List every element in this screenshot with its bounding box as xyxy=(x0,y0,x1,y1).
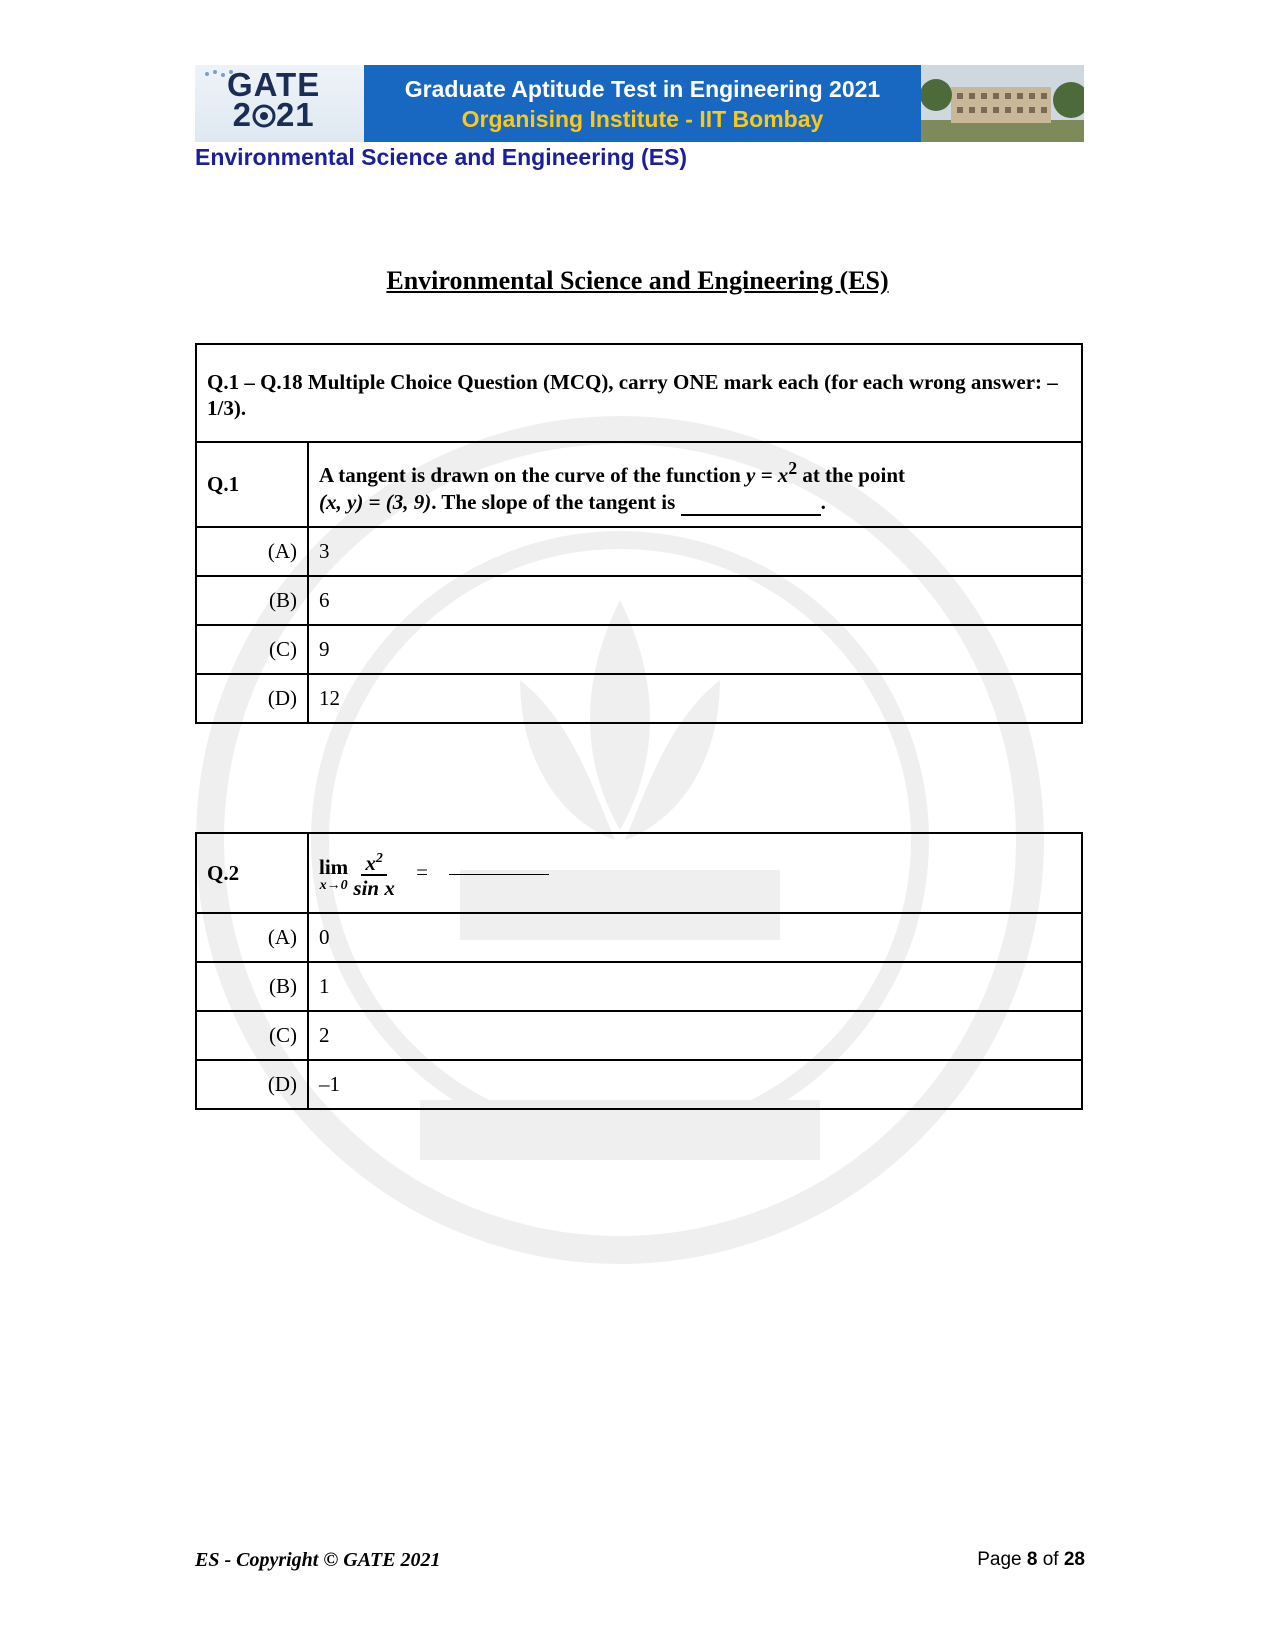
q1-text-part: at the point xyxy=(797,463,905,487)
option-label: (A) xyxy=(196,913,308,962)
option-value: –1 xyxy=(308,1060,1082,1109)
q2-option-d[interactable] xyxy=(196,1060,1082,1109)
banner-title xyxy=(364,65,921,142)
mcq-instructions: Q.1 – Q.18 Multiple Choice Question (MCQ), carry ONE mark each (for each wrong answer: – 1/3). xyxy=(196,344,1082,442)
q2-option-a[interactable] xyxy=(196,913,1082,962)
option-label: (B) xyxy=(196,962,308,1011)
q2-option-c[interactable] xyxy=(196,1011,1082,1060)
q1-option-b[interactable] xyxy=(196,576,1082,625)
q2-option-b[interactable] xyxy=(196,962,1082,1011)
iit-campus-photo xyxy=(921,65,1084,142)
page-prefix: Page xyxy=(977,1549,1027,1570)
q1-option-d[interactable] xyxy=(196,674,1082,723)
logo-line1: GATE xyxy=(227,66,321,103)
option-value: 0 xyxy=(308,913,1082,962)
q1-period: . xyxy=(820,490,826,514)
footer-copyright: ES - Copyright © GATE 2021 xyxy=(195,1549,441,1571)
q1-text-part: . The slope of the tangent is xyxy=(431,490,681,514)
page-current: 8 xyxy=(1026,1549,1038,1570)
banner-line1: Graduate Aptitude Test in Engineering 2021 xyxy=(404,75,881,102)
answer-blank xyxy=(681,494,821,516)
banner-line2: Organising Institute - IIT Bombay xyxy=(461,105,824,132)
numerator-var: x xyxy=(365,851,376,875)
q1-point: (x, y) = (3, 9) xyxy=(319,490,432,514)
lim-subscript: x→0 xyxy=(319,878,348,893)
gate-logo xyxy=(195,65,364,142)
section-title xyxy=(0,266,1275,296)
gate-banner xyxy=(195,65,1084,142)
q2-label: Q.2 xyxy=(196,833,308,913)
logo-line2 xyxy=(227,96,320,133)
section-title-text: Environmental Science and Engineering (ES) xyxy=(386,266,889,295)
logo-digit: 2 xyxy=(232,96,252,133)
q2-table xyxy=(195,832,1083,1110)
option-value: 6 xyxy=(308,576,1082,625)
q1-label: Q.1 xyxy=(196,442,308,527)
q2-question xyxy=(308,833,1082,913)
numerator-exponent: 2 xyxy=(375,851,383,866)
option-value: 1 xyxy=(308,962,1082,1011)
footer-page-number xyxy=(977,1549,1085,1571)
option-value: 9 xyxy=(308,625,1082,674)
option-label: (B) xyxy=(196,576,308,625)
q1-option-a[interactable] xyxy=(196,527,1082,576)
option-label: (C) xyxy=(196,625,308,674)
fraction-denominator: sin x xyxy=(353,876,395,900)
gate-logo-text xyxy=(227,66,321,133)
page-of: of xyxy=(1037,1549,1064,1570)
q1-table xyxy=(195,343,1083,724)
lim-text: lim xyxy=(319,855,349,879)
limit-fraction xyxy=(353,848,394,900)
q1-question xyxy=(308,442,1082,527)
page-total: 28 xyxy=(1063,1549,1085,1570)
subject-header: Environmental Science and Engineering (ES) xyxy=(195,144,688,170)
limit-operator xyxy=(319,855,348,893)
option-value: 12 xyxy=(308,674,1082,723)
fraction-numerator xyxy=(361,848,387,876)
option-label: (D) xyxy=(196,1060,308,1109)
option-label: (A) xyxy=(196,527,308,576)
option-label: (D) xyxy=(196,674,308,723)
logo-digits: 21 xyxy=(275,96,315,133)
option-value: 3 xyxy=(308,527,1082,576)
q1-text-part: A tangent is drawn on the curve of the function xyxy=(319,463,747,487)
option-label: (C) xyxy=(196,1011,308,1060)
q1-option-c[interactable] xyxy=(196,625,1082,674)
equals-sign: = xyxy=(416,859,428,884)
option-value: 2 xyxy=(308,1011,1082,1060)
q1-function: y = x xyxy=(746,463,789,487)
answer-blank xyxy=(449,874,549,875)
seal-icon xyxy=(252,104,276,128)
q1-exponent: 2 xyxy=(788,458,798,478)
